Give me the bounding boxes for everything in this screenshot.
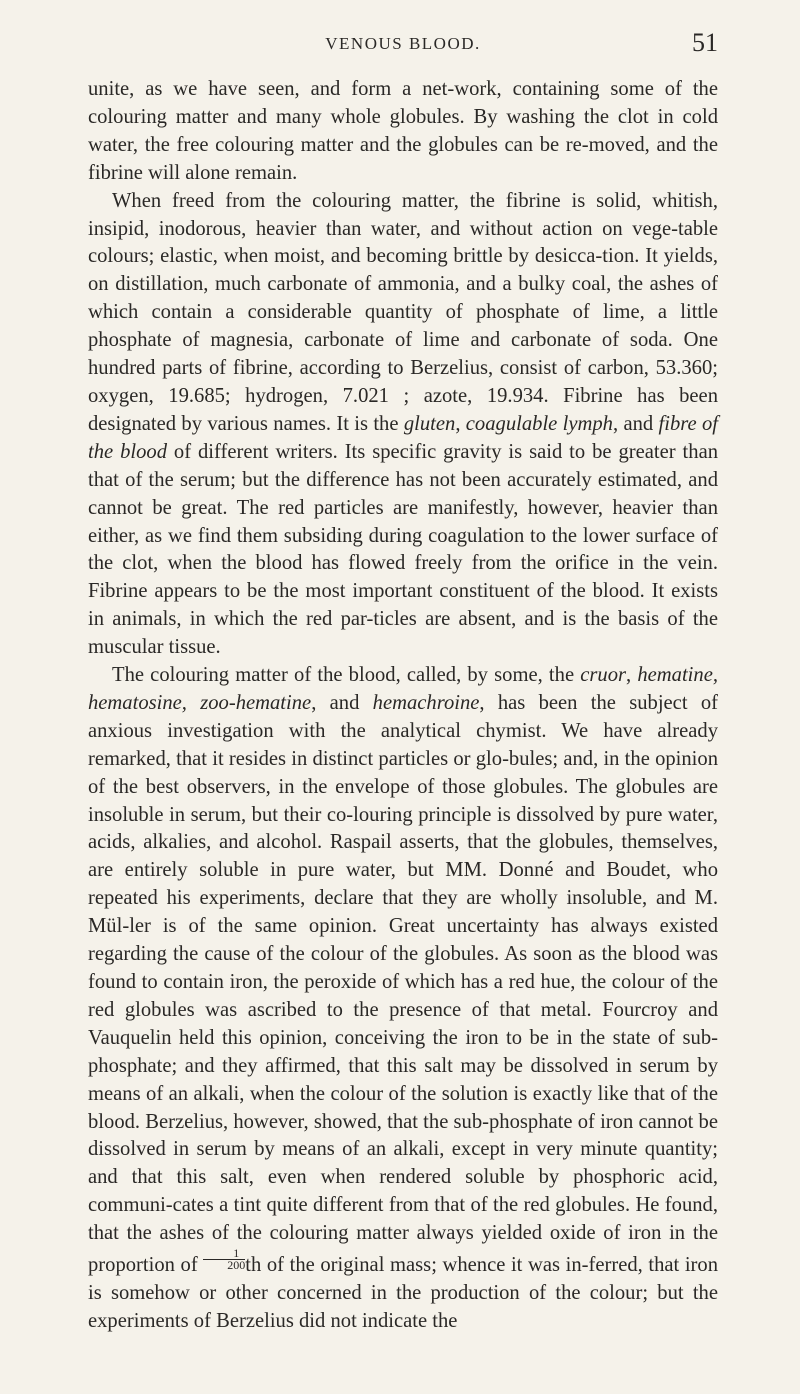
term-cruor: cruor (580, 664, 627, 687)
term-coagulable-lymph: coagulable lymph (465, 412, 613, 435)
term-gluten: gluten (403, 412, 456, 435)
fraction-denominator: 200 (227, 1258, 246, 1273)
paragraph-2-text-a: When freed from the colouring matter, the fibrine is solid, whitish, insipid, inodorous, heavier than water, and without action on vege-table colours; elastic, when moist, and becoming brittle by desicca-tion. It yields, on distillation, much carbonate of ammonia, and a bulky coal, the ashes of which contain a considerable quantity of phosphate of lime, a little phosphate of magnesia, carbonate of lime and carbonate of soda. One hundred parts of fibrine, according to Berzelius, consist of carbon, 53.360; oxygen, 19.685; hydrogen, 7.021 ; azote, 19.934. Fibrine has been designated by various names. It is the (88, 189, 718, 435)
paragraph-3-text-b: , (626, 664, 632, 687)
paragraph-2-text-b: , (455, 412, 466, 435)
term-hematine: hematine, hematosine, zoo-hematine (88, 664, 718, 714)
paragraph-3-text-d: , has been the subject of anxious investigation with the analytical chymist. We have already remarked, that it resides in distinct particles or glo-bules; and, in the opinion of the best observers, in the envelope of those globules. The globules are insoluble in serum, but their co-louring principle is dissolved by pure water, acids, alkalies, and alcohol. Raspail asserts, that the globules, themselves, are entirely soluble in pure water, but MM. Donné and Boudet, who repeated his experiments, declare that they are wholly insoluble, and M. Mül-ler is of the same opinion. Great uncertainty has always existed regarding the cause of the colour of the globules. As soon as the blood was found to contain iron, the peroxide of which has a red hue, the colour of the red globules was ascribed to the presence of that metal. Fourcroy and Vauquelin held this opinion, conceiving the iron to be in the state of sub-phosphate; and they affirmed, that this salt may be dissolved in serum by means of an alkali, when the colour of the solution is exactly like that of the blood. Berzelius, however, showed, that the sub-phosphate of iron cannot be dissolved in serum by means of an alkali, except in very minute quantity; and that this salt, even when rendered soluble by phosphoric acid, communi-cates a tint quite different from that of the red globules. He found, that the ashes of the colouring matter always yielded oxide of iron in the proportion of (88, 691, 718, 1277)
paragraph-2-text-d: of different writers. Its specific gravity is said to be greater than that of the serum; but the difference has not been accurately estimated, and cannot be great. The red particles are manifestly, however, heavier than either, as we find them subsiding during coagulation to the lower surface of the clot, when the blood has flowed freely from the orifice in the vein. Fibrine appears to be the most important constituent of the blood. It exists in animals, in which the red par-ticles are absent, and is the basis of the muscular tissue. (88, 440, 718, 659)
paragraph-3 (88, 662, 718, 1336)
running-title: VENOUS BLOOD. (325, 34, 481, 53)
paragraph-3-text-e: th of the original mass; whence it was in-ferred, that iron is somehow or other concerned in the production of the colour; but the experiments of Berzelius did not indicate the (88, 1254, 718, 1332)
book-page (88, 28, 718, 1336)
paragraph-1: unite, as we have seen, and form a net-work, containing some of the colouring matter and many whole globules. By washing the clot in cold water, the free colouring matter and the globules can be re-moved, and the fibrine will alone remain. (88, 78, 718, 184)
term-hemachroine: hemachroine (372, 691, 480, 714)
page-number: 51 (692, 28, 718, 57)
term-fibre-of-the-blood: fibre of the blood (88, 412, 718, 463)
paragraph-2 (88, 188, 718, 662)
body-text (88, 76, 718, 1336)
fraction-numerator: 1 (203, 1248, 245, 1260)
paragraph-3-text-c: , and (311, 691, 373, 714)
running-head (88, 28, 718, 64)
paragraph-2-text-c: , and (612, 412, 659, 435)
paragraph-3-text-a: The colouring matter of the blood, called, by some, the (112, 664, 575, 687)
fraction (203, 1248, 245, 1271)
